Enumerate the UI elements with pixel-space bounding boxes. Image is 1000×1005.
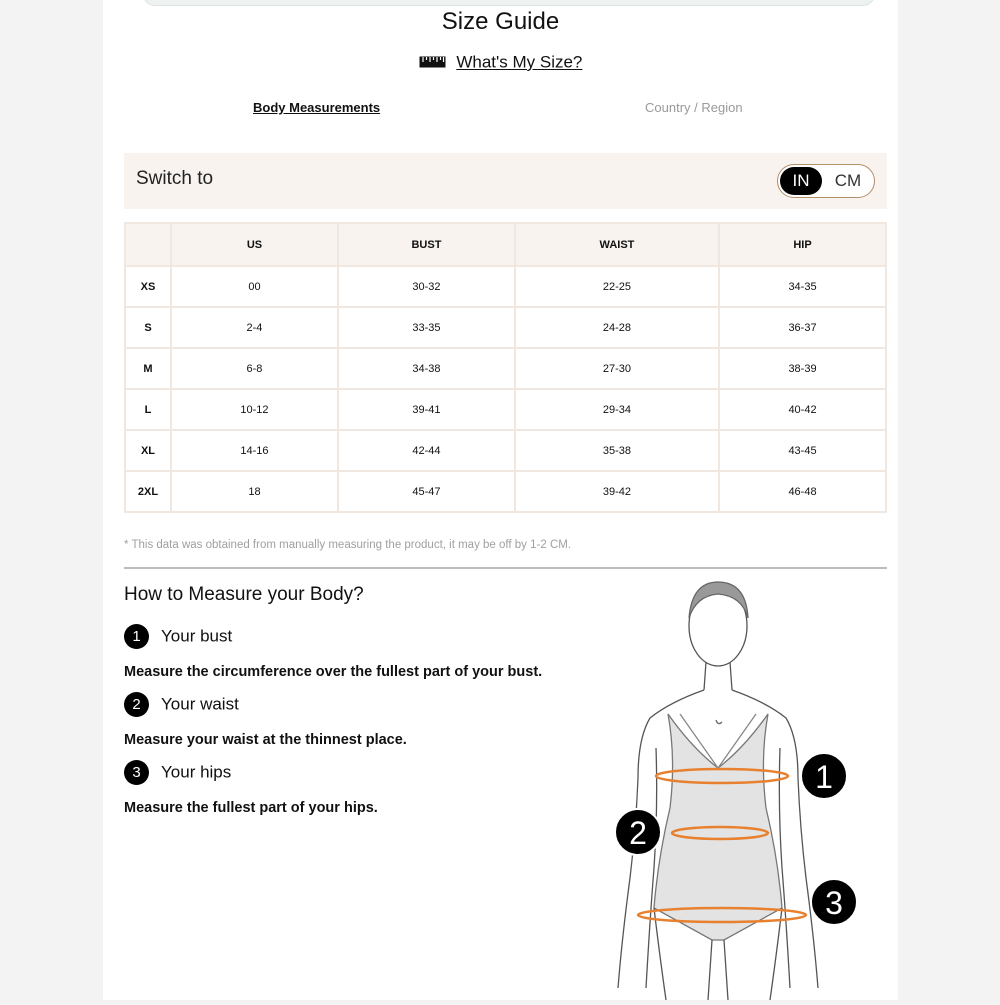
table-cell: 29-34	[515, 389, 719, 430]
table-cell: 33-35	[338, 307, 515, 348]
table-cell: XL	[125, 430, 171, 471]
table-cell: 42-44	[338, 430, 515, 471]
how-to-measure-title: How to Measure your Body?	[124, 584, 364, 605]
table-cell: 6-8	[171, 348, 338, 389]
table-cell: L	[125, 389, 171, 430]
size-guide-page	[103, 0, 898, 1000]
table-cell: 39-42	[515, 471, 719, 512]
marker-3	[811, 879, 857, 925]
table-header-row	[125, 223, 886, 266]
table-cell: 18	[171, 471, 338, 512]
ruler-icon	[419, 53, 446, 73]
table-cell: 38-39	[719, 348, 886, 389]
whats-my-size-link[interactable]: What's My Size?	[456, 52, 583, 72]
table-row	[125, 307, 886, 348]
measurement-note: * This data was obtained from manually measuring the product, it may be off by 1-2 CM.	[124, 539, 572, 551]
table-cell: 36-37	[719, 307, 886, 348]
table-cell: 00	[171, 266, 338, 307]
table-header-cell: BUST	[338, 223, 515, 266]
step-description: Measure the circumference over the fullest part of your bust.	[124, 664, 543, 680]
unit-switch-panel	[124, 153, 887, 209]
tab-body-measurements[interactable]: Body Measurements	[253, 100, 381, 115]
table-cell: 39-41	[338, 389, 515, 430]
body-measurement-figure	[608, 578, 868, 1000]
table-header-cell: US	[171, 223, 338, 266]
table-header-cell: HIP	[719, 223, 886, 266]
marker-3-label: 3	[825, 885, 843, 921]
table-cell: 24-28	[515, 307, 719, 348]
table-cell: 30-32	[338, 266, 515, 307]
whats-my-size[interactable]	[103, 52, 898, 73]
table-cell: 14-16	[171, 430, 338, 471]
table-cell: XS	[125, 266, 171, 307]
table-cell: 35-38	[515, 430, 719, 471]
marker-1-label: 1	[815, 759, 833, 795]
table-cell: 46-48	[719, 471, 886, 512]
table-cell: 43-45	[719, 430, 886, 471]
step-description: Measure your waist at the thinnest place.	[124, 732, 407, 748]
size-table	[124, 222, 887, 513]
table-row	[125, 471, 886, 512]
table-cell: S	[125, 307, 171, 348]
marker-2	[615, 809, 661, 855]
table-cell: 34-38	[338, 348, 515, 389]
step-bust	[124, 624, 232, 649]
table-row	[125, 266, 886, 307]
step-waist	[124, 692, 239, 717]
table-cell: 10-12	[171, 389, 338, 430]
unit-toggle[interactable]	[777, 164, 875, 198]
step-hips	[124, 760, 231, 785]
tab-country-region[interactable]: Country / Region	[645, 100, 743, 115]
table-cell: M	[125, 348, 171, 389]
table-header-cell: WAIST	[515, 223, 719, 266]
step-number-badge: 1	[124, 624, 149, 649]
divider	[124, 567, 887, 569]
table-header-cell	[125, 223, 171, 266]
table-row	[125, 389, 886, 430]
table-cell: 22-25	[515, 266, 719, 307]
step-label: Your bust	[161, 626, 233, 646]
marker-2-label: 2	[629, 815, 647, 851]
step-label: Your waist	[161, 694, 239, 714]
table-cell: 40-42	[719, 389, 886, 430]
table-row	[125, 430, 886, 471]
step-description: Measure the fullest part of your hips.	[124, 800, 378, 816]
table-cell: 2XL	[125, 471, 171, 512]
table-cell: 27-30	[515, 348, 719, 389]
table-cell: 45-47	[338, 471, 515, 512]
unit-cm-button[interactable]: CM	[834, 171, 862, 190]
table-cell: 34-35	[719, 266, 886, 307]
step-number-badge: 3	[124, 760, 149, 785]
step-number-badge: 2	[124, 692, 149, 717]
marker-1	[801, 753, 847, 799]
page-title: Size Guide	[441, 8, 560, 35]
switch-label: Switch to	[136, 168, 214, 189]
table-row	[125, 348, 886, 389]
unit-in-button[interactable]: IN	[780, 167, 822, 195]
step-label: Your hips	[161, 762, 232, 782]
table-cell: 2-4	[171, 307, 338, 348]
top-search-bar	[143, 0, 875, 6]
